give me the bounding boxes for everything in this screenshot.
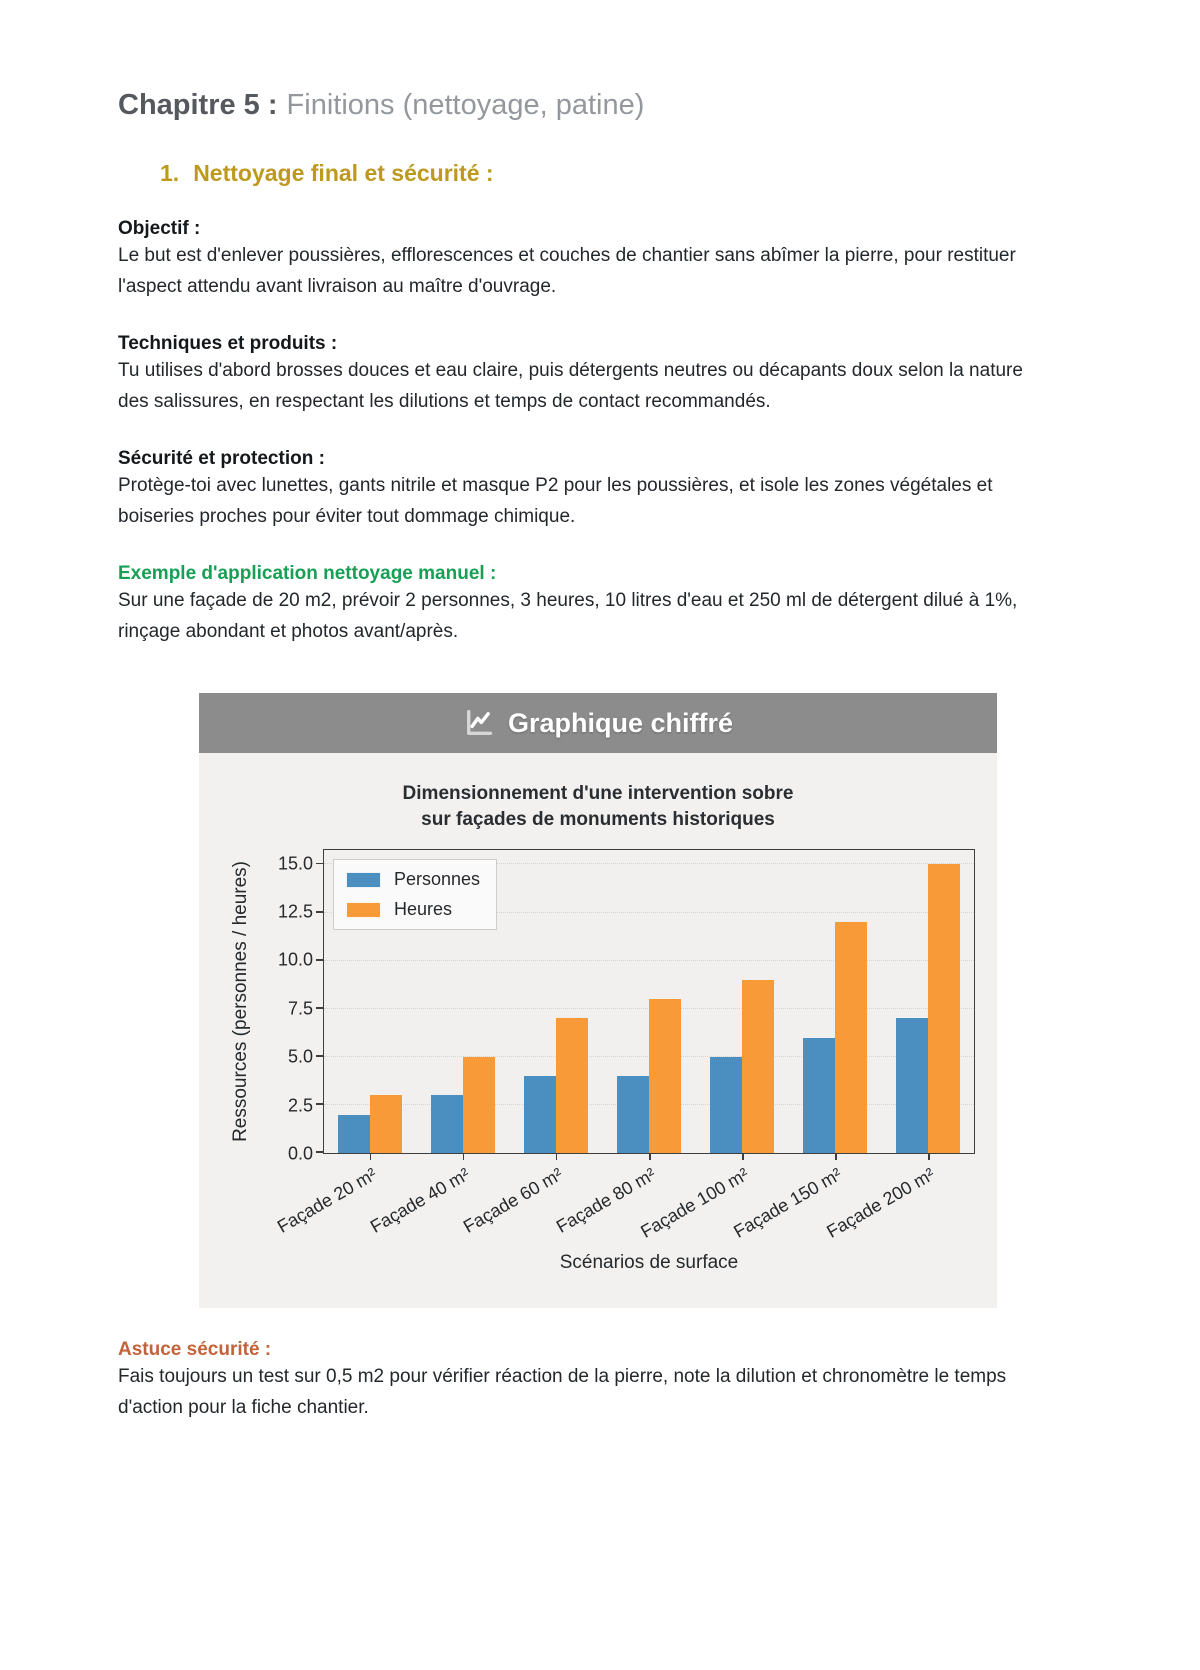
chart-title-line1: Dimensionnement d'une intervention sobre [402,783,794,804]
x-tick-mark [370,1154,372,1160]
x-tick-label: Façade 80 m² [552,1164,659,1237]
chapter-number: Chapitre 5 : [118,89,278,121]
x-tick-mark [556,1154,558,1160]
y-axis-ticks [261,849,323,1164]
bar-heures-3 [556,1018,588,1153]
section-number: 1. [160,160,180,186]
y-tick-label: 10.0 [277,949,313,970]
x-tick-mark [649,1154,651,1160]
bar-heures-4 [649,999,681,1153]
x-tick-cell [823,1154,975,1250]
x-tick-mark [742,1154,744,1160]
plot-area [323,849,975,1154]
legend-row-personnes [346,869,480,890]
y-tick-label: 0.0 [287,1143,313,1164]
chart-card-title: Graphique chiffré [507,707,734,738]
y-tick-label: 2.5 [287,1095,313,1116]
bar-heures-5 [742,980,774,1153]
chart-card [199,693,997,1308]
y-axis-label: Ressources (personnes / heures) [230,861,251,1142]
objectif-body: Le but est d'enlever poussières, efflorescences et couches de chantier sans abîmer la pierre, pour restituer l'aspect attendu avant livraison au maître d'ouvrage. [118,245,1016,297]
bar-personnes-5 [710,1057,742,1153]
y-tick-mark [316,1055,323,1057]
y-tick-label: 5.0 [287,1046,313,1067]
bar-group-7 [881,850,974,1153]
x-axis-label: Scénarios de surface [559,1252,739,1273]
exemple-heading: Exemple d'application nettoyage manuel : [118,563,497,584]
bar-heures-7 [928,864,960,1153]
chart-title-line2: sur façades de monuments historiques [421,809,775,830]
bar-group-6 [788,850,881,1153]
securite-body: Protège-toi avec lunettes, gants nitrile et masque P2 pour les poussières, et isole les zones végétales et boiseries proches pour éviter tout dommage chimique. [118,475,993,527]
x-tick-label: Façade 200 m² [823,1164,939,1242]
y-tick-mark [316,863,323,865]
bar-heures-1 [370,1095,402,1153]
x-tick-label: Façade 40 m² [366,1164,473,1237]
x-tick-mark [835,1154,837,1160]
x-tick-label: Façade 150 m² [730,1164,846,1242]
y-tick-label: 15.0 [277,853,313,874]
bar-personnes-3 [524,1076,556,1153]
y-tick-mark [316,1103,323,1105]
chart-legend [333,859,497,930]
bar-heures-2 [463,1057,495,1153]
y-tick-label: 7.5 [287,998,313,1019]
bar-personnes-7 [896,1018,928,1153]
legend-label-personnes: Personnes [394,869,481,889]
chapter-subtitle: Finitions (nettoyage, patine) [286,89,645,121]
astuce-heading: Astuce sécurité : [118,1339,272,1360]
bar-group-4 [603,850,696,1153]
legend-row-heures [346,899,480,920]
bar-personnes-2 [431,1095,463,1153]
legend-label-heures: Heures [394,899,453,919]
objectif-heading: Objectif : [118,218,201,239]
y-tick-label: 12.5 [277,901,313,922]
x-tick-mark [928,1154,930,1160]
x-tick-label: Façade 20 m² [273,1164,380,1237]
bar-group-5 [695,850,788,1153]
x-tick-mark [463,1154,465,1160]
x-axis-ticks [273,1154,975,1250]
chart-card-body [199,753,997,1308]
securite-heading: Sécurité et protection : [118,448,325,469]
bar-heures-6 [835,922,867,1153]
x-tick-label: Façade 100 m² [637,1164,753,1242]
exemple-body: Sur une façade de 20 m2, prévoir 2 personnes, 3 heures, 10 litres d'eau et 250 ml de détergent dilué à 1%, rinçage abondant et photos avant/après. [118,590,1018,642]
astuce-body: Fais toujours un test sur 0,5 m2 pour vérifier réaction de la pierre, note la dilution et chronomètre le temps d'action pour la fiche chantier. [118,1366,1007,1418]
bar-personnes-1 [338,1115,370,1153]
y-tick-mark [316,1151,323,1153]
chart-card-header [199,693,997,753]
y-tick-mark [316,959,323,961]
bar-group-3 [510,850,603,1153]
chart-title [199,781,997,833]
chapter-title [118,86,1082,124]
techniques-heading: Techniques et produits : [118,333,338,354]
legend-swatch-heures [346,902,381,918]
line-chart-icon [463,707,495,739]
section-heading [160,160,1082,187]
bar-personnes-4 [617,1076,649,1153]
y-tick-mark [316,911,323,913]
y-tick-mark [316,1007,323,1009]
plot-grid [221,849,975,1274]
section-title: Nettoyage final et sécurité : [193,160,494,186]
techniques-body: Tu utilises d'abord brosses douces et eau claire, puis détergents neutres ou décapants doux selon la nature des salissures, en respectant les dilutions et temps de contact recommandés. [118,360,1023,412]
legend-swatch-personnes [346,872,381,888]
bar-personnes-6 [803,1038,835,1153]
x-tick-label: Façade 60 m² [459,1164,566,1237]
